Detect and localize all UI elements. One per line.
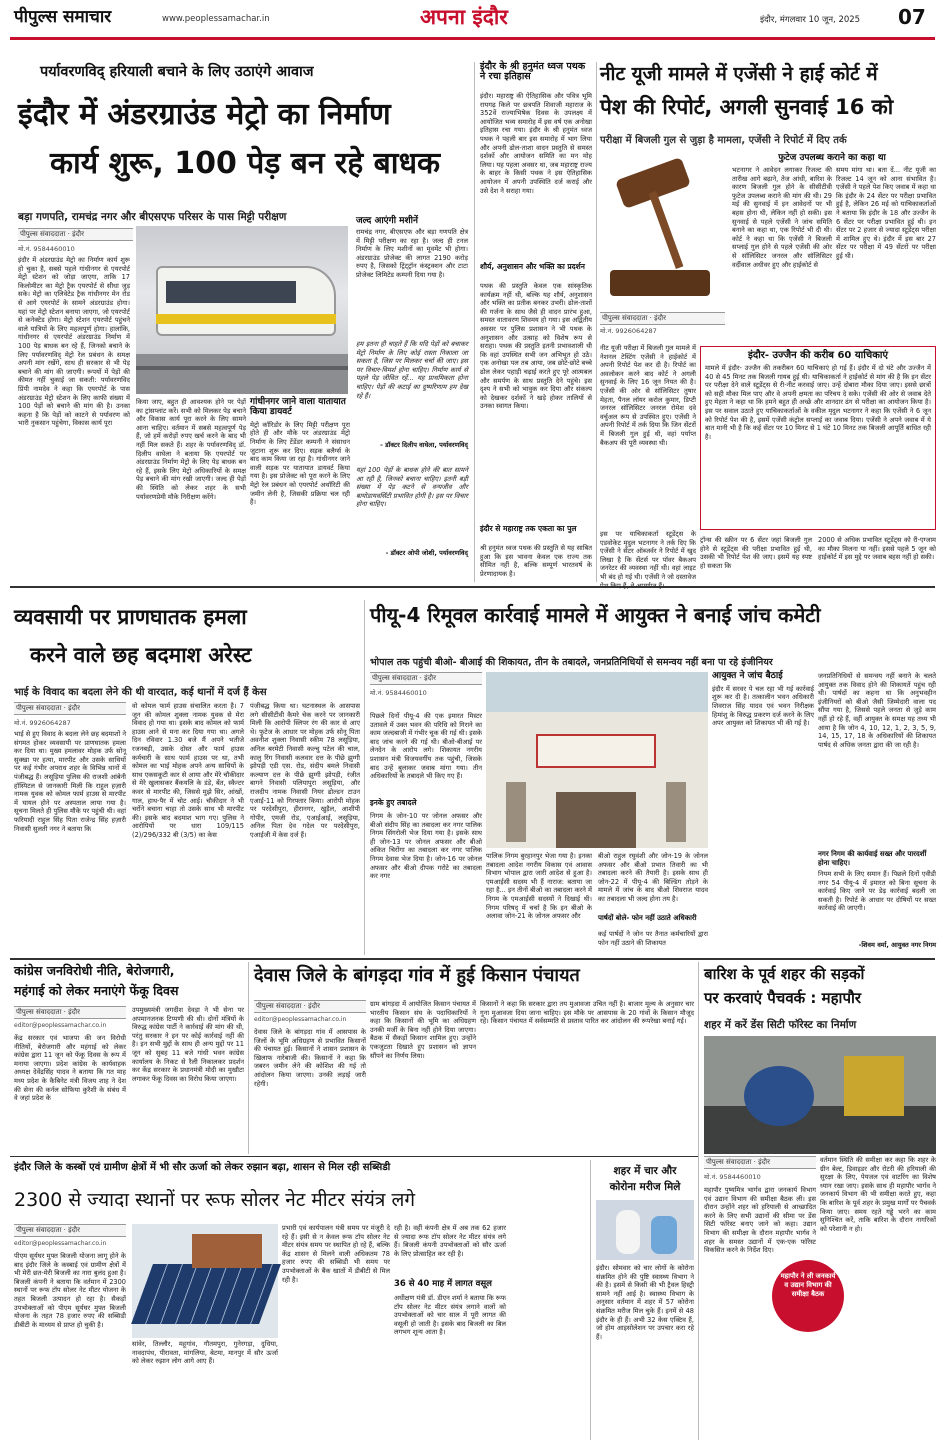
dewas-col-1: देवास जिले के बांगड़दा गांव में आसपास के जिलों के भूमि अधिग्रहण से प्रभावित किसानों की पंचायत हुई। किसानों ने शासन प्रशासन के खिलाफ नारेबाजी की। किसानों ने कहा कि जबरन जमीन लेने की कोशिश की गई तो आंदोलन किया जाएगा। उनकी लड़ाई जारी रहेगी। xyxy=(254,1028,366,1088)
pu4-col-2: पालिक निगम बुरहानपुर भेजा गया है। इनका तबादला आदेश नगरीय विकास एवं आवास विभाग भोपाल द्वारा जारी आदेश से हुआ है। एमआईसी सदस्य भी हैं नाराज: बताया जा रहा है... इन तीनों बीओ का तबादला करने में निगम के एमआईसी सदस्यों ने दिखाई थी। निगम परिषद्‌ में चर्चा है कि इन बीओ के अलावा जोन-21 के जोनल अफसर और xyxy=(486,852,592,921)
quote-joshi: यहां 100 पेड़ों के बाधक होने की बात सामने आ रही है, जिनको बचाना चाहिए। इतनी बड़ी संख्या में पेड़ कटने से वन्यजीव और बायोडायवर्सिटी प्रभावित होगी है। इस पर विचार होना चाहिए। xyxy=(356,466,468,509)
metro-deck: बड़ा गणपति, रामचंद्र नगर और बीएसएफ परिसर के पास मिट्टी परीक्षण xyxy=(18,211,287,223)
dewas-col-3: किसानों ने कहा कि सरकार द्वारा तय मुआवजा उचित नहीं है। बाजार मूल्य के अनुसार चार गुना मुआवजा दिया जाना चाहिए। इस मौके पर आसपास के 20 गांवों के किसान मौजूद रहे। किसान पंचायत में सर्वसम्मति से प्रस्ताव पारित कर आंदोलन की रूपरेखा बनाई गई। xyxy=(480,1000,694,1026)
covid-headline-2: कोरोना मरीज मिले xyxy=(609,1181,681,1193)
pu4-byline: पीपुल्स संवाददाता · इंदौर xyxy=(370,672,482,685)
solar-byline: पीपुल्स संवाददाता · इंदौर xyxy=(14,1224,126,1237)
rain-phone: मो.नं. 9584460010 xyxy=(704,1173,761,1181)
attack-byline: पीपुल्स संवाददाता · इंदौर xyxy=(14,702,126,715)
hanuman-text-2: पथक की प्रस्तुति केवल एक सांस्कृतिक कार्यक्रम नहीं थी, बल्कि यह शौर्य, अनुशासन और भक्ति का प्रतीक बनकर उभरी। ढोल-ताशों की गर्जना के साथ जैसे ही वादन प्रारंभ हुआ, समस्त वातावरण शिवमय हो गया। इस अद्वितीय अवसर पर पुलिस प्रशासन ने भी पथक के अनुशासन और उत्साह को विशेष रूप से सराहा। पथक की प्रस्तुति इतनी प्रभावशाली थी कि वहां उपस्थित सभी जन अभिभूत हो उठे। एक अनोखा पल तब आया, जब छोटे-छोटे बच्चे ढोल लेकर पहाड़ी चढ़ाई करते हुए पूरे आत्मबल और समर्पण के साथ प्रस्तुति देने पहुंचे। इस दृश्य ने सभी को भावुक कर दिया और संकल्प को देखकर दर्शकों ने खड़े होकर तालियों से उनका स्वागत किया। xyxy=(480,282,592,411)
metro-body-col2: किया जाए, बहुत ही आवश्यक होने पर पेड़ों का ट्रांसप्लांट करें। सभी को मिलकर पेड़ बचाने और विकास कार्य पूरा करने के लिए सामने आना चाहिए। वर्तमान में सबसे महत्वपूर्ण पेड़ हैं, जो हमें करोड़ों रुपए खर्च करने के बाद भी नहीं मिल सकते हैं। शहर के पर्यावरणविद् डॉ. दिलीप वाघेला ने बताया कि एयरपोर्ट पर अंडरग्राउंड निर्माण मेट्रो के लिए पेड़ बाधक बन रहे हैं, इसके लिए मेट्रो अधिकारियों के समक्ष पेड़ बचाने की मांग रखी जाएगी। जल्द ही पेड़ों की स्थिति को लेकर शहर के सभी पर्यावरणप्रेमी मौके निरीक्षण करेंगे। xyxy=(136,398,246,501)
solar-col-2: प्रभारी एवं कार्यपालन यंत्री समय पर मंजूरी दे रहे हैं। इसी से न केवल रूफ टॉप सोलर नेट मीटर संयंत्र समय पर स्थापित हो रहे हैं, बल्कि केंद्र शासन से मिलने वाली अधिकतम 78 हजार रुपए की सब्सिडी भी समय पर उपभोक्ताओं के बैंक खातों में डीबीटी से मिल रही है। xyxy=(282,1224,390,1284)
covid-photo xyxy=(596,1200,694,1260)
neet-byline: पीपुल्स संवाददाता · इंदौर xyxy=(600,312,725,325)
metro-kicker: पर्यावरणविद् हरियाली बचाने के लिए उठाएंगे आवाज xyxy=(40,64,314,80)
solar-col-3: रही है। वहीं कंपनी क्षेत्र में अब तक 62 हजार से ज्यादा रूफ टॉप सोलर नेट मीटर संयंत्र लगे हैं। बिजली कंपनी उपभोक्ताओं को सौर ऊर्जा के लिए प्रोत्साहित कर रही है। xyxy=(394,1224,506,1258)
neet-right-1: भटनागर ने आवेदन लगाकर रिजल्ट की तारीख आगे बढ़ाने, तेज आंधी, बारिश के कारण बिजली गुल होने के सीसीटीवी फुटेज उपलब्ध कराने की मांग की थी। 29 मई की सुनवाई में इन आवेदनों पर भी बहस होना थी, लेकिन नहीं हो सकी। इस सुनवाई से पहले एजेंसी ने जांच समिति बनाने का कहा था, एक रिपोर्ट भी दी थी। कोर्ट ने कहा था कि एजेंसी ने बिजली सप्लाई गुल होने से पहले एजेंसी की ओर से सॉलिसिटर जनरल और सॉलिसिटर वर्दीवाल अधीवर हुए और हाईकोर्ट से xyxy=(732,166,832,269)
neet-footage: फुटेज उपलब्ध कराने का कहा था xyxy=(778,153,886,163)
neet-phone: मो.नं. 9926064287 xyxy=(600,327,657,335)
neet-headline-2: पेश की रिपोर्ट, अगली सुनवाई 16 को xyxy=(600,95,894,119)
dewas-byline: पीपुल्स संवाददाता · इंदौर xyxy=(254,1000,366,1013)
quote-joshi-by: - डॉक्टर ओपी जोशी, पर्यावरणविद् xyxy=(385,549,468,557)
congress-headline-1: कांग्रेस जनविरोधी नीति, बेरोजगारी, xyxy=(14,963,175,978)
section-title: अपना इंदौर xyxy=(420,5,508,29)
attack-headline-2: करने वाले छह बदमाश अरेस्ट xyxy=(30,643,252,667)
metro-body-col1: इंदौर में अंडरग्राउंड मेट्रो का निर्माण कार्य शुरू हो चुका है, सबसे पहले गांधीनगर से एयरपोर्ट मेट्रो स्टेशन को जोड़ा जाएगा, ताकि 17 किलोमीटर का मेट्रो ट्रैक एयरपोर्ट से सीधा जुड़ सके। मेट्रो का एलिवेटेड ट्रैक गांधीनगर मेन रोड से आगे एयरपोर्ट के सामने अंडरग्राउंड होगा। यहां पर मेट्रो स्टेशन बनाया जाएगा, जो एयरपोर्ट से कनेक्टेड होगा। मेट्रो स्टेशन एयरपोर्ट पहुंचने वाले यात्रियों के लिए महत्वपूर्ण होगा। हालांकि, गांधीनगर से एयरपोर्ट अंडरग्राउंड निर्माण में 100 पेड़ बाधक बन रहे हैं, जिनको बचाने के लिए पर्यावरणविद् मेट्रो रेल प्रबंधन के समक्ष अपनी मांग रखेंगे, साथ ही सरकार से भी पेड़ बचाने की मांग की जाएगी। रूपयों में पेड़ों की कीमत नहीं चुकाई जा सकती: पर्यावरणविद प्रिंपी नामदेव ने कहा कि एयरपोर्ट के पास अंडरग्राउंड मेट्रो स्टेशन के लिए काफी संख्या में 100 पेड़ों को बचाने की मांग की है। उनका कहना है कि पेड़ों को काटने से पर्यावरण को भारी नुकसान पहुंचेगा, विकास कार्य पूरा xyxy=(18,256,130,428)
dewas-col-2: ग्राम बांगड़दा में आयोजित किसान पंचायत में भारतीय किसान संघ के पदाधिकारियों ने कहा कि किसानों की भूमि का अधिग्रहण उनकी मर्जी के बिना नहीं होने दिया जाएगा। बैठक में सैकड़ों किसान शामिल हुए। उन्होंने एकजुटता दिखाते हुए प्रशासन को ज्ञापन सौंपने का निर्णय लिया। xyxy=(370,1000,476,1060)
pu4-col-1b: निगम के जोन-10 पर जोनल अफसर और बीओ संदीप सिंह का तबादला कर नगर पालिक निगम सिंगरोली भेज दिया गया है। इसके साथ ही जोन-13 पर जोनल अफसर और बीओ अंकित चिरोंगा का तबादला कर नगर पालिक निगम देवास भेज दिया है। जोन-16 पर जोनल अफसर और बीओ दीपक गरोटे का तबादला कर नगर xyxy=(370,812,482,881)
probe-box xyxy=(712,672,814,954)
neet-low-4: 2000 से अधिक प्रभावित स्टूडेंट्स को री-एग्जाम का मौका मिलना या नहीं। इससे पहले 5 जून को हाईकोर्ट में इस मुद्दे पर जवाब बहस नहीं हो सकी। xyxy=(818,536,936,562)
quote-vaghela-by: - डॉक्टर दिलीप वाघेला, पर्यावरणविद् xyxy=(380,441,468,449)
gavel-photo xyxy=(600,150,725,310)
metro-headline-1: इंदौर में अंडरग्राउंड मेट्रो का निर्माण xyxy=(18,97,391,132)
petitions-title: इंदौर- उज्जैन की करीब 60 याचिकाएं xyxy=(747,350,888,361)
pu4-phone: मो.नं. 9584460010 xyxy=(370,689,427,697)
machines-text: रामचंद्र नगर, बीएसएफ और बड़ा गणपति क्षेत्र में मिट्टी परीक्षण का रहा है। जल्द ही टनल निर्माण के लिए मशीनों का मूवमेंट भी होगा। अंडरग्राउंड प्रोजेक्ट की लागत 2190 करोड़ रुपए है, जिसको ट्रिंट्ट्रॉन कंस्ट्रक्शन और टाटा प्रोजेक्ट लिमिटेड कम्पनी दिया गया है। xyxy=(356,228,468,279)
congress-col-1: केंद्र सरकार एवं भाजपा की जन विरोधी नीतियों, बेरोजगारी और महंगाई को लेकर कांग्रेस द्वारा 11 जून को फेंकू दिवस के रूप में मनाया जाएगा। प्रदेश कांग्रेस के कार्यवाहक अध्यक्ष देवेंद्रसिंह यादव ने बताया कि गत माह मध्य प्रदेश के कैबिनेट मंत्री विजय शाह ने देश की सेना की कर्नल सोफिया कुरैशी के संबंध में वे जहां प्रदेश के xyxy=(14,1034,126,1103)
metro-phone: मो.नं. 9584460010 xyxy=(18,245,75,253)
covid-headline-1: शहर में चार और xyxy=(613,1165,677,1177)
solar-col-1: पीएम सूर्यघर मुफ्त बिजली योजना लागू होने के बाद इंदौर जिले के कस्बाई एवं ग्रामीण क्षेत्रों में भी मेरी छत-मेरी बिजली का नारा बुलंद हुआ है। बिजली कंपनी ने बताया कि वर्तमान में 2300 स्थानों पर रूफ टॉप सोलर नेट मीटर योजना के तहत बिजली उत्पादन हो रहा है। सैकड़ों उपभोक्ताओं को पीएम सूर्यघर मुफ्त बिजली योजना के तहत 78 हजार रुपए की सब्सिडी डीबीटी के माध्यम से प्राप्त हो चुकी है। xyxy=(14,1252,126,1329)
attack-col-2: वो कोमल फार्म हाउस संचालित करता है। 7 जून की कोमल शुक्ला नामक युवक से मेरा विवाद हो गया था। इसके बाद कोमल को फार्म हाउस आने से मना कर दिया गया था। अगले दिन रविवार 1.30 बजे मैं अपने भतीजे रजनबड़ी, उसके दोस्त और फार्म हाउस कर्मचारी के साथ फार्म हाउस पर था, तभी कोमल का भाई मोहक अपने अन्य साथियों के साथ एकसकूटी कार से आया और मेरे चौकीदार से मेरे खुलासकर बैंकयलि के डंडे, बेंत, स्कैन्टर कवर से मारपीट की, जिससे मुझे सिर, आंखों, गाल, हाथ-पैर में चोट आई। चौकीदार ने भी चरोंने बचाना चाहा तो उसके साथ भी मारपीट की। इसके बाद बदमाश भाग गए। पुलिस ने आरोपियों पर धारा 109/115 (2)/296/332 बी (3/5) का केस xyxy=(132,702,244,839)
probe-text: इंदौर में सरवर पे चल रहा भी गई कार्रवाई शुरू कर दी है। तत्कालीन भवन अधिकारी शिवराज सिंह यादव एवं भवन निरीक्षक हिमांशु के विरुद्ध प्रकरण दर्ज करने के लिए अपर आयुक्त को शिकायत भी की गई है। xyxy=(712,684,814,728)
quote-vaghela: हम इतना ही चाहते हैं कि यदि पेड़ों को बचाकर मेट्रो निर्माण के लिए कोई रास्ता निकाला जा सकता है, जिस पर मिलकर चर्चा की जाए। इस पर विचार-विमर्श होना चाहिए। निर्माण कार्य से पहले पेड़ जीवित रहें... यह प्राथमिकता होना चाहिए। पेड़ों की कटाई का दुष्परिणाम हम देख रहे हैं। xyxy=(356,340,468,400)
rain-headline-1: बारिश के पूर्व शहर की सड़कों xyxy=(704,965,865,983)
rain-col-2: वर्तमान स्थिति की समीक्षा कर कहा कि शहर के ग्रीन बेल्ट, डिवाइडर और रोटरी की हरियाली की सुरक्षा के लिए, पेयजल एवं वाटरिंग का विशेष ध्यान रखा जाए। इसके साथ ही महापौर भार्गव ने जनकार्य विभाग की भी समीक्षा करते हुए, कहा कि बारिश के पूर्व शहर के प्रमुख मार्गों पर पैचवर्क किया जाए। समय रहते गड्ढे भरने का काम सुनिश्चित करें, ताकि बारिश के दौरान नागरिकों को परेशानी न हो। xyxy=(820,1156,936,1233)
roadwork-photo xyxy=(704,1036,936,1154)
rain-badge: महापौर ने ली जनकार्य व उद्यान विभाग की समीक्षा बैठक xyxy=(772,1260,844,1332)
pu4-right-2: नियम सभी के लिए समान हैं। पिछले दिनों एवीडी नगर 54 पीयू-4 में इमारत को बिना सूचना के कार्रवाई किए जाने पर डेढ़ कार्रवाई बदली जा सकती है। रिपोर्ट के आधार पर दोषियों पर सख्त कार्रवाई की जाएगी। xyxy=(818,870,936,913)
rain-byline: पीपुल्स संवाददाता · इंदौर xyxy=(704,1156,816,1169)
gandhinagar-box xyxy=(250,398,350,566)
pu4-headline: पीयू-4 रिमूवल कार्रवाई मामले में आयुक्त ने बनाई जांच कमेटी xyxy=(370,603,821,627)
neet-headline-1: नीट यूजी मामले में एजेंसी ने हाई कोर्ट में xyxy=(600,63,878,85)
attack-col-1: भाई से हुए विवाद के बदला लेने छह बदमाशों ने संगमत होकर व्यवसायी पर प्राणघातक हमला कर दिया था। मुख्य हमलावर मोहक उर्फ सोनू सुक्खा पर हत्या, मारपीट और उसके साथियों पर कई गंभीर अपराध शहर के विभिन्न थानों में पंजीबद्ध हैं। लसूड़िया पुलिस की राजशी आंबेनी हॉस्पिटल से जानकारी मिली कि राहुल हज़ारी नामक युवक को कोमल फार्म हाउस से मारपीट में घायल होने पर अस्पताल लाया गया है। सूचना मिलते ही पुलिस मौके पर पहुंची थी। वहां फरियादी राहुल सिंह पिता राजेन्द्र सिंह हज़ारी निवासी सुलती नगर ने बताया कि xyxy=(14,730,126,833)
probe-title: आयुक्त ने जांच बैठाई xyxy=(712,671,783,681)
solar-kicker: इंदौर जिले के कस्बों एवं ग्रामीण क्षेत्रों में भी सौर ऊर्जा को लेकर रुझान बढ़ा, शासन से मिल रही सब्सिडी xyxy=(14,1162,391,1173)
pu4-sub-transfers: इनके हुए तबादले xyxy=(370,798,417,807)
masthead-rule xyxy=(10,37,935,40)
machines-title: जल्द आएंगी मशीनें xyxy=(356,216,419,226)
congress-email[interactable]: editor@peoplessamachar.co.in xyxy=(14,1022,107,1029)
pu4-right-by: -शिवम वर्मा, आयुक्त नगर निगम xyxy=(858,941,936,949)
solar-headline: 2300 से ज्यादा स्थानों पर रूफ सोलर नेट मीटर संयंत्र लगे xyxy=(14,1189,416,1211)
pu4-col-3: बीओ राहुल रघुवंशी और जोन-19 के जोनल अफसर और बीओ प्रभात तिवारी का भी तबादला करने की तैयारी है। इसके साथ ही जोन-22 में पीयू-4 की बिल्डिंग तोड़ने के मामले में जांच के बाद बीओ शिवराज यादव का तबादला भी जल्द होना तय है। xyxy=(598,852,708,903)
page-number: 07 xyxy=(898,5,926,29)
solar-email[interactable]: editor@peoplessamachar.co.in xyxy=(14,1240,107,1247)
rain-headline-2: पर करवाएं पैचवर्क : महापौर xyxy=(704,989,861,1007)
pu4-deck: भोपाल तक पहुंची बीओ- बीआई की शिकायत, तीन के तबादले, जनप्रतिनिधियों से समन्वय नहीं बना पा रहे इंजीनियर xyxy=(370,657,773,668)
rain-deck: शहर में करें डेंस सिटी फॉरेस्ट का निर्माण xyxy=(704,1019,857,1031)
pu4-sub-councillors: पार्षदों बोले- फोन नहीं उठाते अधिकारी xyxy=(598,914,697,922)
pu4-col-1: पिछले दिनों पीयू-4 की एक इमारत मिस्टर उतावले में उक्त भवन की परिधि को गिराने का काम जल्दबाजी में गंभीर चूक की गई थी। इसके बाद जांच करने की गई थी। बीओ-बीआई पर लेनदेन के आरोप लगे। शिकायत नगरीय प्रशासन मंत्री विजयवर्गीय तक पहुंची, जिसके बाद उन्हें बुलाकर जवाब मांगा गया। तीन अधिकारियों के तबादले भी किए गए हैं। xyxy=(370,712,482,781)
zone-office-photo xyxy=(486,672,708,848)
neet-deck: परीक्षा में बिजली गुल से जुड़ा है मामला, एजेंसी ने रिपोर्ट में दिए तर्क xyxy=(600,135,847,146)
solar-panels-photo xyxy=(132,1224,278,1338)
petitions-box xyxy=(700,346,936,530)
hanuman-sub-1: शौर्य, अनुशासन और भक्ति का प्रदर्शन xyxy=(480,262,585,271)
paper-name: पीपुल्स समाचार xyxy=(14,7,112,27)
neet-low-1: नीट यूजी परीक्षा में बिजली गुल मामले में नेशनल टेस्टिंग एजेंसी ने हाईकोर्ट में अपनी रिपोर्ट पेश कर दी है। रिपोर्ट का अवलोकन करने बाद कोर्ट ने अगली सुनवाई के लिए 16 जून नियत की है। एजेंसी की ओर से सॉलिसिटर तुषार मेहता, पैनल लॉयर करोल कुमार, डिप्टी जनरल सॉलिसिटर जनरल रोमेश दवे वर्चुअल रूप से उपस्थित हुए। एजेंसी ने अपनी रिपोर्ट में तर्क दिया कि जिन सेंटरों में बिजली गुल हुई थी, वहां पर्याप्त बैकअप की पूरी व्यवस्था थी। xyxy=(600,344,696,447)
hanuman-text-3: श्री हनुमंत ध्वज पथक की प्रस्तुति से यह साबित हुआ कि इस भावना केवल एक राज्य तक सीमित नहीं है, बल्कि सम्पूर्ण भारतवर्ष के प्रेरणादायक है। xyxy=(480,544,592,578)
congress-col-2: उपमुख्यमंत्री जगदीश देवड़ा ने भी सेना पर अपमानजनक टिप्पणी की थी। दोनों मंत्रियों के विरुद्ध कांग्रेस पार्टी ने कार्रवाई की मांग की थी, परंतु सरकार ने इन पर कोई कार्रवाई नहीं की है। इन सभी मुद्दों के साथ ही अन्य मुद्दों पर 11 जून को सुबह 11 बजे गांधी भवन कांग्रेस कार्यालय के निकट से रैली निकालकर प्रदर्शन कर केंद्र सरकार के प्रधानमंत्री मोदी का मुखौटा लगाकर फेंकू दिवस का विरोध किया जाएगा। xyxy=(132,1006,244,1083)
pu4-right-1: जनप्रतिनिधियों से समन्वय नहीं बनाने के चलते आयुक्त तक विवाद होने की शिकायतें पहुंच रही थी। पार्षदों का कहना था कि अनुभवहीन इंजीनियरों को बीओ जैसी जिम्मेदारी वाला पद सौंपा गया है, जिससे पहले जनता से जुड़े काम नहीं हो रहे हैं, वहीं आयुक्त के समक्ष यह तथ्य भी आया है कि जोन 4, 10, 12, 1, 2, 3, 5, 9, 14, 15, 17, 18 के अधिकारियों की शिकायत पार्षद से अधिक जनता द्वारा की जा रही है। xyxy=(818,672,936,749)
metro-byline: पीपुल्स संवाददाता · इंदौर xyxy=(18,228,133,241)
congress-headline-2: महंगाई को लेकर मनाएंगे फेंकू दिवस xyxy=(14,983,179,998)
metro-train-photo xyxy=(136,226,348,394)
dewas-headline: देवास जिले के बांगड़दा गांव में हुई किसान पंचायत xyxy=(254,965,580,986)
neet-low-2: इस पर याचिकाकर्ता स्टूडेंट्स के एडवोकेट मृदुल भटनागर ने तर्क दिए कि एजेंसी ने सेंटर ऑब्जर्वर ने रिपोर्ट में खुद लिखा है कि सेंटर्स पर पॉवर बैकअप जनरेटर की व्यवस्था नहीं थी। वहां लाइट भी बंद हो गई थी। एजेंसी ने जो दस्तावेज xyxy=(600,530,697,581)
gandhinagar-title: गांधीनगर जाने वाला यातायात किया डायवर्ट xyxy=(250,397,346,417)
hanuman-headline: इंदौर के श्री हनुमंत ध्वज पथक ने रचा इतिहास xyxy=(480,61,586,83)
hanuman-text-1: इंदौर। महाराष्ट्र की ऐतिहासिक और पवित्र भूमि रायगढ़ किले पर छत्रपति शिवाजी महाराज के 352वें राज्याभिषेक दिवस के उपलक्ष्य में आयोजित भव्य समारोह में इस वर्ष एक अनोखा इतिहास रचा गया। इंदौर के श्री हनुमंत ध्वज पथक ने पहली बार इस समारोह में भाग लिया और अपनी ढोल-ताशा वादन प्रस्तुति से समस्त दर्शकों और आयोजन समिति का मन मोह लिया। यह पहला अवसर था, जब महाराष्ट्र राज्य के बाहर के किसी पथक ने इस ऐतिहासिक आयोजन में अपनी उपस्थिति दर्ज कराई और उसे देश ने सराहा गया। xyxy=(480,92,592,195)
masthead xyxy=(0,0,945,40)
solar-photo-caption: सांवेर, तिल्लौर, महूगांव, गौतमपुरा, गुनेरगड़ा, दुधिया, नावदापंथ, पीरावता, मांगलिया, बेटमा, मानपुर में सौर ऊर्जा को लेकर रुझान लोग आगे आए हैं। xyxy=(132,1340,278,1366)
rain-col-1: महापौर पुष्यमित्र भार्गव द्वारा जनकार्य विभाग एवं उद्यान विभाग की समीक्षा बैठक ली। इस दौरान उन्होंने शहर को हरियाली से आच्छादित करने के लिए सभी उद्यानों की सीमा पर डेंस सिटी फॉरेस्ट बनाए जाने को कहा। उद्यान विभाग की समीक्षा के दौरान महापौर भार्गव ने शहर के समस्त उद्यानों में एक-एक फॉरेस्ट विकसित करने के निर्देश दिए। xyxy=(704,1186,816,1255)
pu4-right-sub: नगर निगम की कार्यवाई सख्त और पारदर्शी होना चाहिए। xyxy=(818,850,927,867)
solar-col-4: अधीक्षण यंत्री डॉ. डीएन शर्मा ने बताया कि रूफ टॉप सोलर नेट मीटर संयंत्र लगाने वालों को उपभोक्ताओं को चार साल में पूरी लागत की वसूली हो जाती है। इसके बाद बिजली का बिल लगभग शून्य आता है। xyxy=(394,1294,506,1337)
dateline: इंदौर, मंगलवार 10 जून, 2025 xyxy=(760,15,861,25)
attack-phone: मो.नं. 9926064287 xyxy=(14,719,71,727)
hanuman-sub-2: इंदौर से महाराष्ट्र तक एकता का पुल xyxy=(480,524,577,533)
metro-headline-2: कार्य शुरू, 100 पेड़ बन रहे बाधक xyxy=(50,146,441,181)
attack-col-3: पंजीबद्ध किया था। घटनास्थल के आसपास लगे सीसीटीवी कैमरे चेक करने पर जानकारी मिली कि आरोपी स्लिपर रंग की कार से आए थे। फुटेज के आधार पर मोहक उर्फ सोनू पिता अवनीश शुक्ला निवासी स्कीम 78 लसूड़िया, अनिल बरमेटी निवासी कल्चु पटेल की चाल, कालु रिंग निवासी कलवार दत्त के पीछे झुग्गी झोपड़ी एडी एस. रोड, संदीप बमले निवासी कल्याण दत्त के पीछे झुग्गी झोपड़ी, रंजीत बागने निवासी पलियापुरा लसूड़िया, और राजदीप नामक निवासी नियर ढोल्डन टाउन एआई-11 को गिरफ्तार किया। आरोपी मोहक पर परदेसीपुरा, हीरानगर, खुड़ैल, आशीपी गोपीर, एमजी रोड, एआईआई, लसूड़िया, अनिल पिता देव गदेल पर परदेसीपुरा, एआईजी में केस दर्ज हैं। xyxy=(250,702,360,839)
neet-right-2: समय मांगा था। बता दें... नीट यूजी का रिजल्ट 14 जून को आना संभावित है। एजेंसी ने पहले पेश किए जवाब में कहा था कि इंदौर के 24 सेंटर पर परीक्षा प्रभावित हुई है, लेकिन 26 मई को याचिकाकर्ताओं ने बताया कि इंदौर के 18 और उज्जैन के 6 सेंटर पर परीक्षा प्रभावित हुई थी। इन सेंटर पर 2 हजार से ज्यादा स्टूडेंट्स परीक्षा में शामिल हुए थे। इंदौर में इस बार 27 सेंटर पर परीक्षा में 49 सेंटरों पर परीक्षा हुई थी। xyxy=(836,166,936,260)
petitions-text: मामले में इंदौर- उज्जैन की तकरीबन 60 याचिकाएं हो गई हैं। इंदौर में दो घंटे और उज्जैन में 40 से 45 मिनट तक बिजली गायब हुई थी। याचिकाकर्ता ने हाईकोर्ट से मांग की है कि इन सेंटर पर परीक्षा देने वाले स्टूडेंट्स से री-नीट करवाई जाए। उन्हें दोबारा मौका दिया जाए। इससे छात्रों को सही मौका मिल पाए और वे अपनी क्षमता का परिचय दे सके। एजेंसी की ओर से जवाब देते हुए मेहता ने कहा था कि हमने बहुत ही अच्छे और शानदार ढंग से परीक्षा का आयोजन किया है। इस पर सवाल उठाते हुए याचिकाकर्ताओं के वकील मृदुल भटनागर ने कहा कि एजेंसी ने 6 जून को रिपोर्ट पेश की है, इसमें एजेंसी कंट्रोल सप्लाई का जवाब दिया। एजेंसी ने अपने जवाब में ये बात मानी भी है कि कई सेंटर पर 10 मिनट से 1 घंटे 10 मिनट तक बिजली आपूर्ति बाधित रही है। xyxy=(705,364,931,441)
covid-text: इंदौर। सोमवार को चार लोगों के कोरोना संक्रमित होने की पुष्टि स्वास्थ्य विभाग ने की है। इसमें से किसी की भी ट्रैवल हिस्ट्री सामने नहीं आई है। स्वास्थ्य विभाग के अनुसार वर्तमान में शहर में 57 कोरोना संक्रमित मरीज मिल चुके हैं। इनमें से 48 इंदौर के ही हैं। अभी 32 केस एक्टिव हैं, जो होम आइसोलेशन पर उपचार करा रहे हैं। xyxy=(596,1264,694,1341)
site-url[interactable]: www.peoplessamachar.in xyxy=(162,14,270,24)
gandhinagar-text: मेट्रो कॉरिडोर के लिए मिट्टी परीक्षण पूरा होते ही और मौके पर अंडरग्राउंड मेट्रो निर्माण के लिए टेंडेंडर कम्पनी ने संसाधन जुटाना शुरू कर दिए। सड़क बलैर्ग्स के बाद काम किया जा रहा है। गांधीनगर जाने वाली सड़क पर यातायात डायवर्ट किया गया है। इस प्रोजेक्ट को पूरा करने के लिए मेट्रो रेल प्रबंधन को एयरपोर्ट अथॉरिटी की जमीन लेनी है, जिसकी प्रक्रिया चल रही है। xyxy=(250,420,350,507)
dewas-email[interactable]: editor@peoplessamachar.co.in xyxy=(254,1016,347,1023)
solar-sub: 36 से 40 माह में लागत वसूल xyxy=(394,1279,492,1289)
attack-deck: भाई के विवाद का बदला लेने की थी वारदात, कई थानों में दर्ज हैं केस xyxy=(14,687,267,698)
neet-low-3: ट्रॉन्स की स्क्रीन पर 6 सेंटर जहां बिजली गुल होने से स्टूडेंट्स की परीक्षा प्रभावित हुई थी, उसकी भी रिपोर्ट पेश की जाए। इसमें यह स्पष्ट हो सकता कि xyxy=(700,536,812,570)
congress-byline: पीपुल्स संवाददाता · इंदौर xyxy=(14,1006,126,1019)
attack-headline-1: व्यवसायी पर प्राणघातक हमला xyxy=(14,605,247,629)
pu4-col-3b: कई पार्षदों ने जोन पर तैनात कर्मचारियों द्वारा फोन नहीं उठाने की शिकायत xyxy=(598,930,708,947)
